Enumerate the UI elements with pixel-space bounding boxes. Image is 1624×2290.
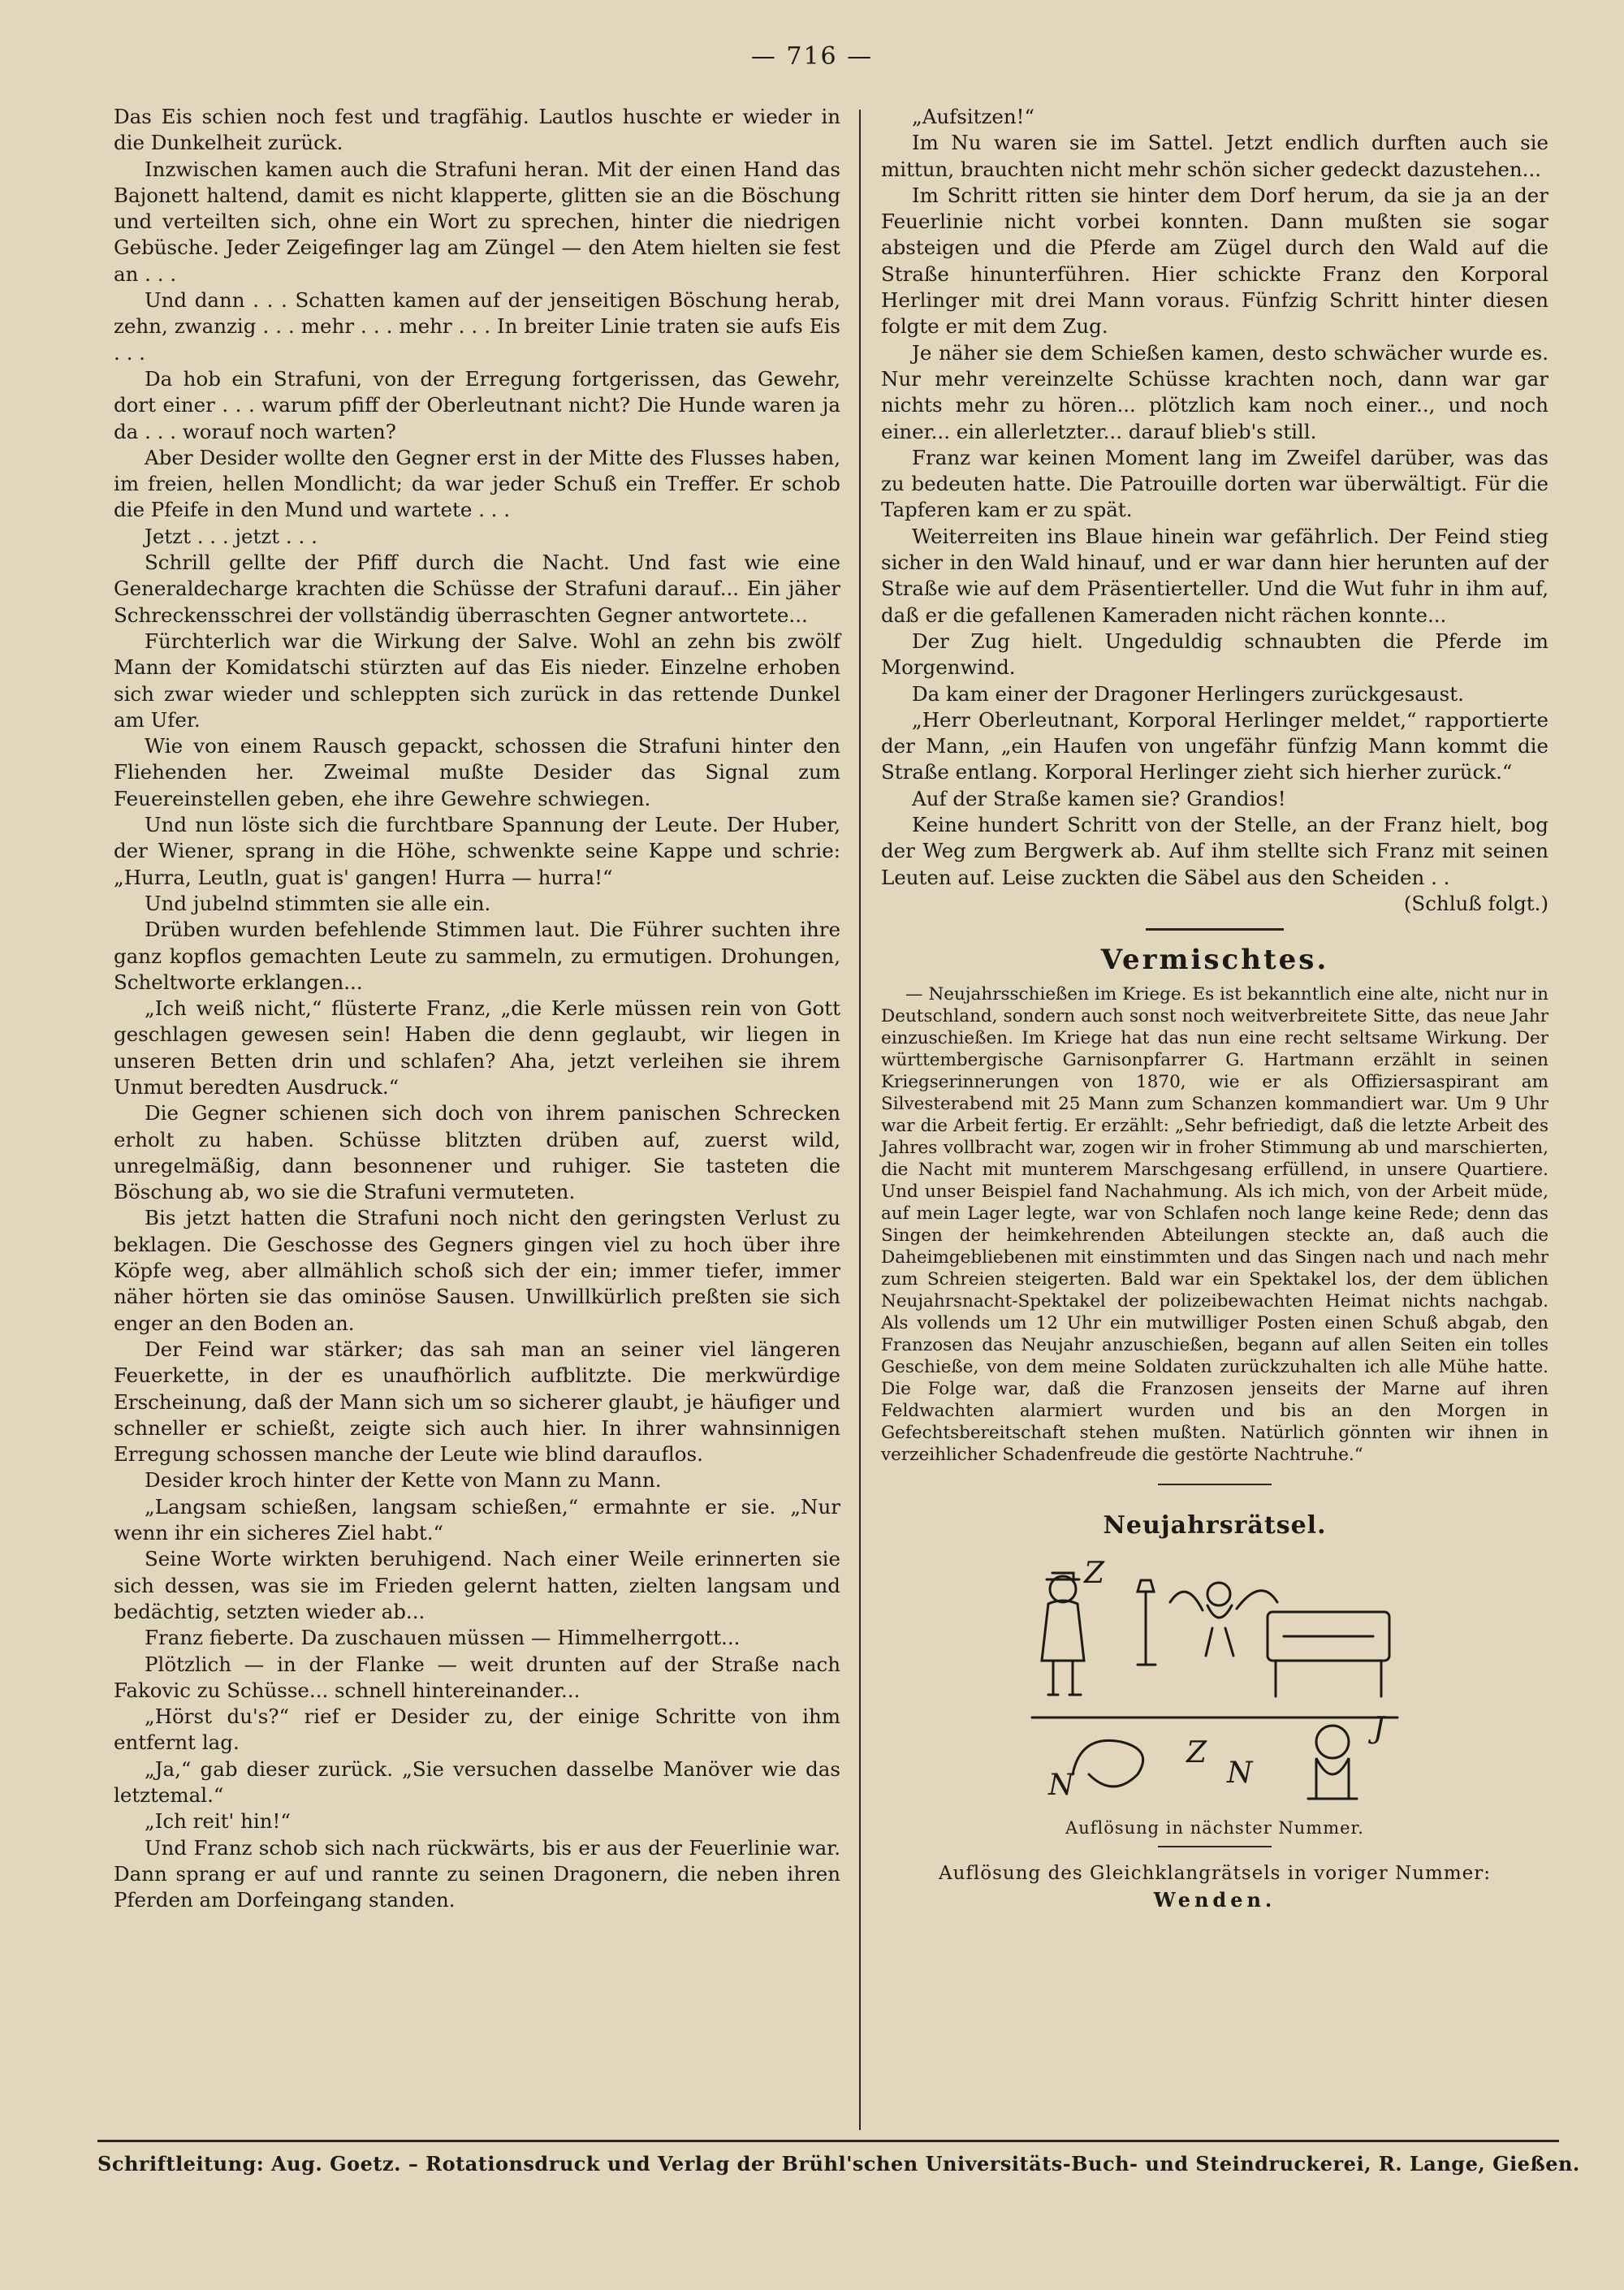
paragraph: „Herr Oberleutnant, Korporal Herlinger meldet,“ rapportierte der Mann, „ein Haufen von ungefähr fünfzig Mann kommt die Straße entlang. Korporal Herlinger zieht sich hierher zurück.“	[881, 707, 1548, 784]
paragraph: Keine hundert Schritt von der Stelle, an der Franz hielt, bog der Weg zum Bergwerk ab. Auf ihm stellte sich Franz mit seinen Leuten auf. Leise zuckten die Säbel aus den Scheiden . .	[881, 813, 1548, 889]
loop-shape	[1073, 1740, 1143, 1787]
paragraph: Da kam einer der Dragoner Herlingers zurückgesaust.	[912, 681, 1464, 706]
riddle-letter: Z	[1084, 1556, 1105, 1590]
paragraph: Auf der Straße kamen sie? Grandios!	[912, 786, 1286, 810]
angel-head	[1207, 1583, 1230, 1605]
riddle-letter: N	[1048, 1768, 1074, 1802]
riddle-title: Neujahrsrätsel.	[1103, 1510, 1327, 1540]
page-number: — 716 —	[750, 42, 874, 71]
paragraph: Die Gegner schienen sich doch von ihrem panischen Schrecken erholt zu haben. Schüsse blitzten drüben auf, zuerst wild, unregelmäßig, dann besonnener und ruhiger. Sie tasteten die Böschung ab, wo sie die Strafuni vermuteten.	[114, 1101, 840, 1204]
paragraph: Plötzlich — in der Flanke — weit drunten auf der Straße nach Fakovic zu Schüsse... schnell hintereinander...	[114, 1652, 840, 1702]
paragraph: „Ich weiß nicht,“ flüsterte Franz, „die Kerle müssen rein von Gott geschlagen gewesen sein! Haben die denn geglaubt, wir liegen in unseren Betten drin und schlafen? Aha, jetzt verleihen sie ihrem Unmut beredten Ausdruck.“	[114, 996, 840, 1099]
paragraph: Und Franz schob sich nach rückwärts, bis er aus der Feuerlinie war. Dann sprang er auf und rannte zu seinen Dragonern, die neben ihren Pferden am Dorfeingang standen.	[114, 1835, 840, 1912]
paragraph: Aber Desider wollte den Gegner erst in der Mitte des Flusses haben, im freien, hellen Mondlicht; da war jeder Schuß ein Treffer. Er schob die Pfeife in den Mund und wartete . . .	[114, 445, 840, 522]
paragraph: Das Eis schien noch fest und tragfähig. Lautlos huschte er wieder in die Dunkelheit zurück.	[114, 105, 840, 155]
column-divider	[859, 110, 861, 2130]
paragraph: Schrill gellte der Pfiff durch die Nacht. Und fast wie eine Generaldecharge krachten die Schüsse der Strafuni darauf... Ein jäher Schreckensschrei der vollständig überraschten Gegner antwortete...	[114, 551, 840, 627]
paragraph: Da hob ein Strafuni, von der Erregung fortgerissen, das Gewehr, dort einer . . . warum pfiff der Oberleutnant nicht? Die Hunde waren ja da . . . worauf noch warten?	[114, 366, 840, 443]
paragraph: Drüben wurden befehlende Stimmen laut. Die Führer suchten ihre ganz kopflos gemachten Leute zu sammeln, zu ermutigen. Drohungen, Scheltworte erklangen...	[114, 918, 840, 994]
riddle-letter: Z	[1186, 1735, 1207, 1769]
vermischtes-article	[881, 983, 1548, 1466]
paragraph: Seine Worte wirkten beruhigend. Nach einer Weile erinnerten sie sich dessen, was sie im Frieden gelernt hatten, zielten langsam und bedächtig, setzten wieder ab...	[114, 1547, 840, 1623]
section-separator	[1158, 1846, 1272, 1847]
lamp-post	[1138, 1580, 1155, 1665]
paragraph: „Langsam schießen, langsam schießen,“ ermahnte er sie. „Nur wenn ihr ein sicheres Ziel habt.“	[114, 1494, 840, 1545]
angel-body	[1170, 1591, 1277, 1656]
answer-intro: Auflösung des Gleichklangrätsels in voriger Nummer:	[938, 1863, 1492, 1885]
paragraph: „Ich reit' hin!“	[145, 1809, 291, 1834]
riddle-illustration	[1024, 1555, 1406, 1807]
paragraph: Im Schritt ritten sie hinter dem Dorf herum, da sie ja an der Feuerlinie nicht vorbei konnten. Dann mußten sie sogar absteigen und die Pferde am Zügel durch den Wald auf die Straße hinunterführen. Hier schickte Franz den Korporal Herlinger mit drei Mann voraus. Fünfzig Schritt hinter diesen folgte er mit dem Zug.	[881, 183, 1548, 339]
paragraph: Jetzt . . . jetzt . . .	[145, 524, 317, 548]
paragraph: Im Nu waren sie im Sattel. Jetzt endlich durften auch sie mittun, brauchten nicht mehr schön sicher gedeckt dazustehen...	[881, 131, 1548, 181]
right-column	[881, 104, 1548, 1914]
paragraph: „Ja,“ gab dieser zurück. „Sie versuchen dasselbe Manöver wie das letztemal.“	[114, 1756, 840, 1807]
paragraph: Fürchterlich war die Wirkung der Salve. Wohl an zehn bis zwölf Mann der Komidatschi stürzten auf das Eis nieder. Einzelne erhoben sich zwar wieder und schleppten sich zurück in das rettende Dunkel am Ufer.	[114, 629, 840, 732]
figure-coat	[1042, 1601, 1084, 1661]
paragraph: Und nun löste sich die furchtbare Spannung der Leute. Der Huber, der Wiener, sprang in die Höhe, schwenkte seine Kappe und schrie: „Hurra, Leutln, guat is' gangen! Hurra — hurra!“	[114, 813, 840, 889]
left-column	[114, 104, 840, 1913]
paragraph: Wie von einem Rausch gepackt, schossen die Strafuni hinter den Fliehenden her. Zweimal mußte Desider das Signal zum Feuereinstellen geben, ehe ihre Gewehre schwiegen.	[114, 734, 840, 810]
paragraph: — Neujahrsschießen im Kriege. Es ist bekanntlich eine alte, nicht nur in Deutschland, sondern auch sonst noch weitverbreitete Sitte, das neue Jahr einzuschießen. Im Kriege hat das nun eine recht seltsame Wirkung. Der württembergische Garnisonpfarrer G. Hartmann erzählt in seinen Kriegserinnerungen von 1870, wie er als Offiziersaspirant am Silvesterabend mit 25 Mann zum Schanzen kommandiert war. Um 9 Uhr war die Arbeit fertig. Er erzählt: „Sehr befriedigt, daß die letzte Arbeit des Jahres vollbracht war, zogen wir in froher Stimmung ab und marschierten, die Nacht mit munterem Marschgesang erfüllend, in unsere Quartiere. Und unser Beispiel fand Nachahmung. Als ich mich, von der Arbeit müde, auf mein Lager legte, war von Schlafen noch lange keine Rede; denn das Singen der heimkehrenden Abteilungen steckte an, daß auch die Daheimgebliebenen mit einstimmten und das Singen nach und nach mehr zum Schreien steigerten. Bald war ein Spektakel los, der dem üblichen Neujahrsnacht-Spektakel der polizeibewachten Heimat nichts nachgab. Als vollends um 12 Uhr ein mutwilliger Posten einen Schuß abgab, den Franzosen das Neujahr anzuschießen, begann auf allen Seiten ein tolles Geschieße, von dem meine Soldaten zurückzuhalten ich alle Mühe hatte. Die Folge war, daß die Franzosen jenseits der Marne auf ihren Feldwachten alarmiert wurden und bis an den Morgen in Gefechtsbereitschaft stehen mußten. Natürlich gönnten wir ihnen in verzeihlicher Schadenfreude die gestörte Nachtruhe.“	[881, 983, 1548, 1465]
riddle-letter: J	[1373, 1711, 1385, 1745]
section-separator	[1146, 928, 1284, 931]
table-detail	[1276, 1636, 1381, 1696]
answer-word: Wenden.	[1153, 1888, 1276, 1912]
paragraph: Weiterreiten ins Blaue hinein war gefährlich. Der Feind stieg sicher in den Wald hinauf, und er war dann hier herunten auf der Straße wie auf dem Präsentierteller. Und die Wut fuhr in ihm auf, daß er die gefallenen Kameraden nicht rächen konnte...	[881, 524, 1548, 627]
paragraph: Desider kroch hinter der Kette von Mann zu Mann.	[145, 1468, 662, 1493]
to-be-continued: (Schluß folgt.)	[1403, 891, 1548, 915]
paragraph: Franz war keinen Moment lang im Zweifel darüber, was das zu bedeuten hatte. Die Patrouille dorten war überwältigt. Für die Tapferen kam er zu spät.	[881, 445, 1548, 522]
paragraph: „Hörst du's?“ rief er Desider zu, der einige Schritte von ihm entfernt lag.	[114, 1705, 840, 1755]
section-title: Vermischtes.	[1100, 944, 1329, 977]
paragraph: Und dann . . . Schatten kamen auf der jenseitigen Böschung herab, zehn, zwanzig . . . mehr . . . mehr . . . In breiter Linie traten sie aufs Eis . . .	[114, 288, 840, 365]
riddle-letter: N	[1227, 1756, 1253, 1790]
paragraph: Franz fieberte. Da zuschauen müssen — Himmelherrgott...	[145, 1626, 741, 1650]
paragraph: Der Zug hielt. Ungeduldig schnaubten die Pferde im Morgenwind.	[881, 629, 1548, 680]
figure-legs	[1048, 1661, 1081, 1695]
imprint-footer: Schriftleitung: Aug. Goetz. – Rotationsdruck und Verlag der Brühl'schen Universitäts-Buch- und Steindruckerei, R. Lange, Gießen.	[97, 2152, 1580, 2176]
paragraph: Je näher sie dem Schießen kamen, desto schwächer wurde es. Nur mehr vereinzelte Schüsse krachten noch, dann war gar nichts mehr zu hören... plötzlich kam noch einer.., und noch einer... ein allerletzter... darauf blieb's still.	[881, 340, 1548, 443]
section-separator	[1158, 1484, 1272, 1485]
footer-rule	[97, 2140, 1559, 2142]
seated-figure	[1308, 1758, 1357, 1799]
paragraph: Inzwischen kamen auch die Strafuni heran. Mit der einen Hand das Bajonett haltend, damit es nicht klapperte, glitten sie an die Böschung und verteilten sich, ohne ein Wort zu sprechen, hinter die niedrigen Gebüsche. Jeder Zeigefinger lag am Züngel — den Atem hielten sie fest an . . .	[114, 157, 840, 286]
paragraph: Der Feind war stärker; das sah man an seiner viel längeren Feuerkette, in der es unaufhörlich aufblitzte. Die merkwürdige Erscheinung, daß der Mann sich um so sicherer glaubt, je häufiger und schneller er schießt, zeigte sich auch hier. In ihrer wahnsinnigen Erregung schossen manche der Leute wie blind darauflos.	[114, 1337, 840, 1467]
paragraph: Und jubelnd stimmten sie alle ein.	[145, 891, 491, 915]
paragraph: „Aufsitzen!“	[912, 105, 1035, 128]
paragraph: Bis jetzt hatten die Strafuni noch nicht den geringsten Verlust zu beklagen. Die Geschosse des Gegners gingen viel zu hoch über ihre Köpfe weg, aber allmählich schoß sich der ein; immer tiefer, immer näher hörten sie das ominöse Sausen. Unwillkürlich preßten sie sich enger an den Boden an.	[114, 1206, 840, 1335]
seated-figure-head	[1316, 1726, 1349, 1758]
riddle-caption: Auflösung in nächster Nummer.	[1065, 1817, 1364, 1838]
